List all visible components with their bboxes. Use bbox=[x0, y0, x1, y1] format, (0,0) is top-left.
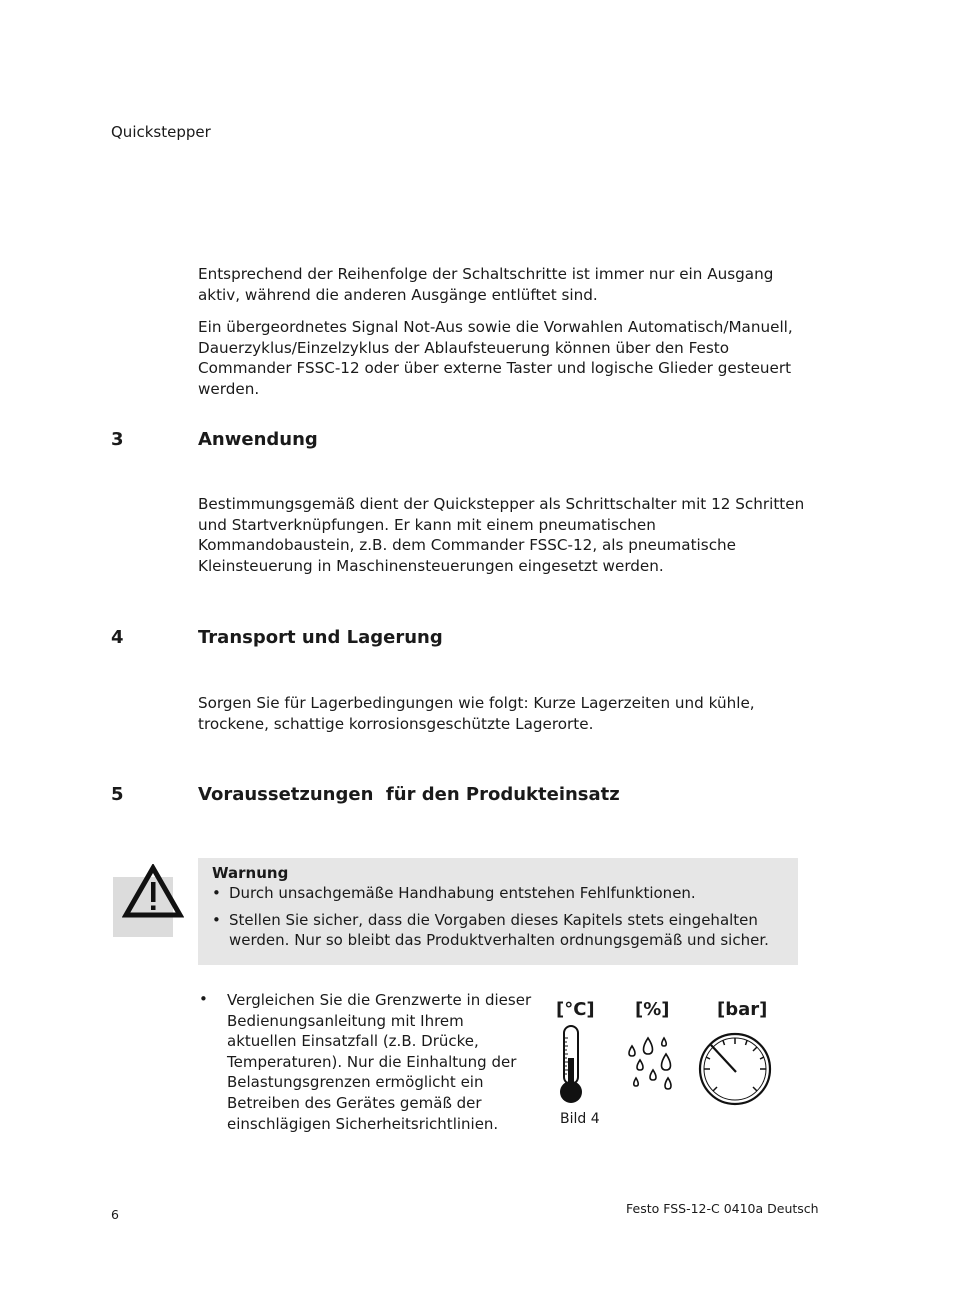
warning-triangle-outline-icon bbox=[122, 864, 184, 920]
footer-doc-id: Festo FSS-12-C 0410a Deutsch bbox=[626, 1201, 819, 1216]
warning-item: • Stellen Sie sicher, dass die Vorgaben dieses Kapitels stets eingehalten werden. Nur so bleibt das Produktverhalten ordnungsgemäß und sicher. bbox=[212, 911, 769, 949]
section-3-title: Anwendung bbox=[198, 429, 318, 450]
water-drops-icon bbox=[622, 1034, 680, 1098]
warning-title: Warnung bbox=[212, 864, 289, 882]
section-5-title: Voraussetzungen für den Produkteinsatz bbox=[198, 784, 620, 805]
thermometer-icon bbox=[553, 1024, 589, 1108]
section-4-body: Sorgen Sie für Lagerbedingungen wie folgt: Kurze Lagerzeiten und kühle, trockene, schattige korrosionsgeschützte Lagerorte. bbox=[198, 694, 755, 733]
warning-list bbox=[212, 883, 782, 957]
section-4-title: Transport und Lagerung bbox=[198, 627, 443, 648]
section-4-number: 4 bbox=[111, 627, 124, 648]
section-5-number: 5 bbox=[111, 784, 124, 805]
section-3-body: Bestimmungsgemäß dient der Quickstepper als Schrittschalter mit 12 Schritten und Startverknüpfungen. Er kann mit einem pneumatischen Kommandobaustein, z.B. dem Commander FSSC-12, als pneumatische Kleinsteuerung in Maschinensteuerungen eingesetzt werden. bbox=[198, 495, 805, 575]
intro-paragraph-2: Ein übergeordnetes Signal Not-Aus sowie die Vorwahlen Automatisch/Manuell, Dauerzyklus/Einzelzyklus der Ablaufsteuerung können über den Festo Commander FSSC-12 oder über externe Taster und logische Glieder gesteuert werden. bbox=[198, 318, 793, 398]
humidity-label: [%] bbox=[635, 999, 670, 1020]
warning-box bbox=[198, 858, 798, 965]
instruction-bullet: • bbox=[199, 990, 208, 1008]
temperature-label: [°C] bbox=[556, 999, 595, 1020]
figure-caption: Bild 4 bbox=[560, 1111, 600, 1127]
warning-item: • Durch unsachgemäße Handhabung entstehen Fehlfunktionen. bbox=[212, 884, 696, 902]
intro-paragraph-1: Entsprechend der Reihenfolge der Schaltschritte ist immer nur ein Ausgang aktiv, während die anderen Ausgänge entlüftet sind. bbox=[198, 265, 774, 304]
pressure-label: [bar] bbox=[717, 999, 768, 1020]
page-number: 6 bbox=[111, 1207, 119, 1222]
pressure-gauge-icon bbox=[696, 1032, 774, 1106]
section-3-number: 3 bbox=[111, 429, 124, 450]
instruction-text: Vergleichen Sie die Grenzwerte in dieser Bedienungsanleitung mit Ihrem aktuellen Einsatzfall (z.B. Drücke, Temperaturen). Nur die Einhaltung der Belastungsgrenzen ermöglicht ein Betreiben des Gerätes gemäß der einschlägigen Sicherheitsrichtlinien. bbox=[227, 991, 532, 1133]
running-header: Quickstepper bbox=[111, 123, 211, 141]
